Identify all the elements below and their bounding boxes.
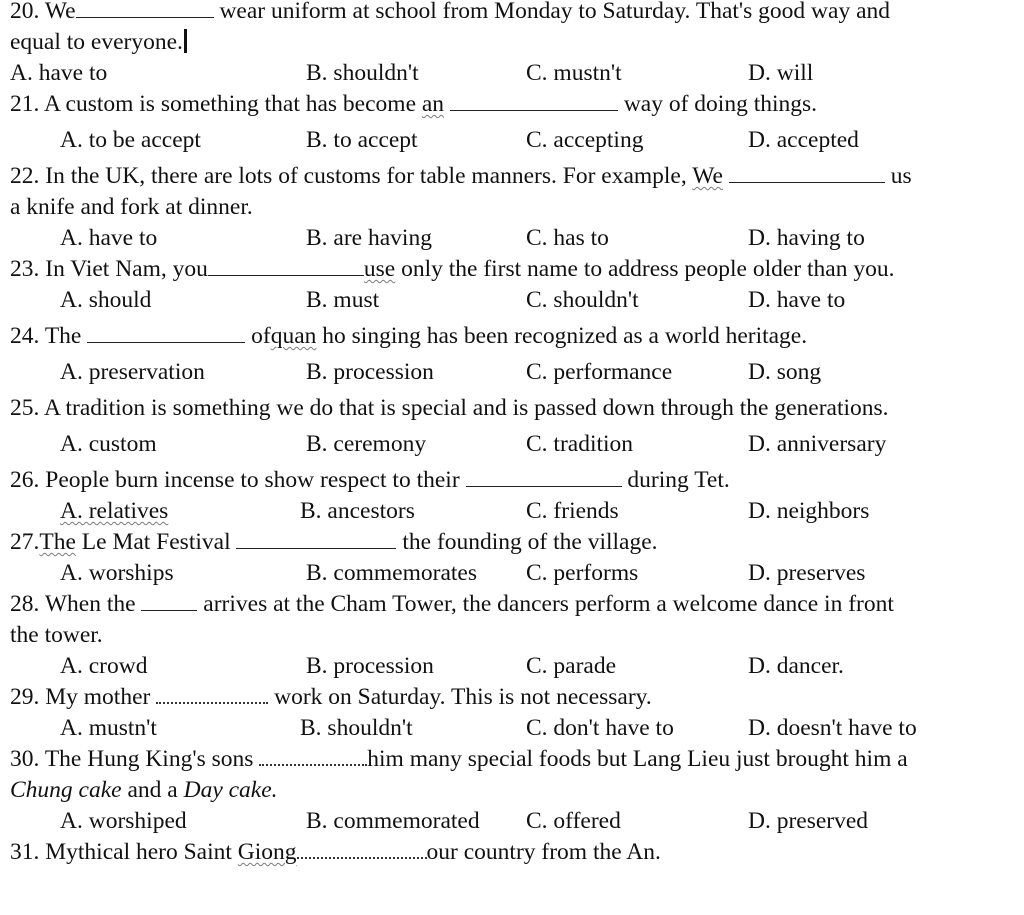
answer-blank[interactable] — [156, 682, 268, 704]
answer-blank[interactable] — [87, 322, 245, 343]
option-c[interactable]: C. accepting — [526, 127, 644, 153]
question-number: 25. — [10, 395, 40, 421]
option-d[interactable]: D. will — [748, 60, 814, 86]
question-number: 28. — [10, 591, 40, 617]
options-26 — [10, 496, 1024, 527]
question-text-start: In Viet Nam, you — [45, 256, 208, 282]
question-text-end: work on Saturday. This is not necessary. — [274, 684, 652, 710]
question-text-start: Mythical hero Saint — [45, 839, 232, 865]
option-d[interactable]: D. dancer. — [748, 653, 844, 679]
option-a[interactable]: A. relatives — [60, 498, 169, 524]
question-number: 22. — [10, 163, 40, 189]
question-text-start: People burn incense to show respect to their — [45, 467, 460, 493]
question-text-end: arrives at the Cham Tower, the dancers perform a welcome dance in front — [203, 591, 894, 617]
answer-blank[interactable] — [208, 255, 364, 276]
option-d[interactable]: D. accepted — [748, 127, 859, 153]
question-number: 20. — [10, 0, 40, 24]
question-number: 24. — [10, 323, 40, 349]
question-30 — [10, 744, 1024, 806]
question-text-continued: the tower. — [10, 622, 103, 648]
question-text-end: wear uniform at school from Monday to Saturday. That's good way and — [219, 0, 891, 24]
option-b[interactable]: B. ceremony — [306, 431, 427, 457]
question-text-continued: and a — [127, 777, 178, 803]
option-d[interactable]: D. having to — [748, 225, 865, 251]
question-text-end: the founding of the village. — [402, 529, 658, 555]
option-b[interactable]: B. ancestors — [300, 498, 415, 524]
options-27 — [10, 558, 1024, 589]
option-b[interactable]: B. shouldn't — [306, 60, 419, 86]
options-20 — [10, 58, 1024, 89]
option-d[interactable]: D. have to — [748, 287, 846, 313]
option-a[interactable]: A. worshiped — [60, 808, 187, 834]
options-21 — [10, 125, 1024, 156]
italic-term-2: Day cake. — [183, 777, 278, 803]
answer-blank[interactable] — [259, 744, 367, 766]
option-b[interactable]: B. are having — [306, 225, 432, 251]
answer-blank[interactable] — [236, 528, 396, 549]
question-number: 26. — [10, 467, 40, 493]
option-c[interactable]: C. shouldn't — [526, 287, 639, 313]
question-text-end: him many special foods but Lang Lieu just brought him a — [367, 746, 908, 772]
option-b[interactable]: B. procession — [306, 653, 434, 679]
question-text-mid: of — [251, 323, 271, 349]
question-27 — [10, 527, 1024, 558]
question-text-end: us — [890, 163, 912, 189]
option-b[interactable]: B. must — [306, 287, 380, 313]
question-text-continued: a knife and fork at dinner. — [10, 194, 253, 220]
option-b[interactable]: B. procession — [306, 359, 434, 385]
question-text-start: My mother — [45, 684, 151, 710]
option-c[interactable]: C. offered — [526, 808, 621, 834]
option-b[interactable]: B. shouldn't — [300, 715, 413, 741]
flagged-word: We — [692, 163, 723, 189]
option-b[interactable]: B. commemorates — [306, 560, 477, 586]
question-number: 29. — [10, 684, 40, 710]
option-a[interactable]: A. worships — [60, 560, 174, 586]
options-28 — [10, 651, 1024, 682]
question-text-end: way of doing things. — [623, 91, 818, 117]
answer-blank[interactable] — [297, 837, 427, 859]
flagged-word: quan — [270, 323, 317, 349]
options-25 — [10, 429, 1024, 460]
question-text-start: The Hung King's sons — [44, 746, 254, 772]
italic-term-1: Chung cake — [10, 777, 122, 803]
option-c[interactable]: C. don't have to — [526, 715, 674, 741]
option-d[interactable]: D. anniversary — [748, 431, 887, 457]
answer-blank[interactable] — [76, 0, 214, 18]
flagged-word: The — [39, 529, 76, 555]
option-b[interactable]: B. commemorated — [306, 808, 480, 834]
answer-blank[interactable] — [450, 90, 618, 111]
question-25 — [10, 393, 1024, 424]
answer-blank[interactable] — [466, 466, 622, 487]
question-text-start: In the UK, there are lots of customs for table manners. For example, — [45, 163, 687, 189]
option-d[interactable]: D. doesn't have to — [748, 715, 917, 741]
question-21 — [10, 89, 1024, 120]
options-23 — [10, 285, 1024, 316]
question-number: 27. — [10, 529, 40, 555]
option-c[interactable]: C. parade — [526, 653, 617, 679]
options-24 — [10, 357, 1024, 388]
question-number: 30. — [10, 746, 40, 772]
question-text-start: A custom is something that has become — [43, 91, 416, 117]
option-a[interactable]: A. have to — [10, 60, 108, 86]
question-text-end: only the first name to address people older than you. — [401, 256, 895, 282]
options-22 — [10, 223, 1024, 254]
option-d[interactable]: D. preserved — [748, 808, 869, 834]
question-22 — [10, 161, 1024, 223]
question-text-end: our country from the An. — [426, 839, 661, 865]
options-29 — [10, 713, 1024, 744]
question-text-start: We — [44, 0, 76, 24]
option-d[interactable]: D. preserves — [748, 560, 866, 586]
option-a[interactable]: A. to be accept — [60, 127, 201, 153]
option-a[interactable]: A. crowd — [60, 653, 148, 679]
option-a[interactable]: A. preservation — [60, 359, 205, 385]
question-text-start: Le Mat Festival — [81, 529, 231, 555]
option-c[interactable]: C. performs — [526, 560, 639, 586]
question-20 — [10, 0, 1024, 58]
question-number: 23. — [10, 256, 40, 282]
flagged-word: Giong — [237, 839, 297, 865]
option-c[interactable]: C. friends — [526, 498, 619, 524]
question-text-end: during Tet. — [627, 467, 730, 493]
option-b[interactable]: B. to accept — [306, 127, 418, 153]
question-31 — [10, 837, 1024, 868]
option-a[interactable]: A. should — [60, 287, 152, 313]
question-text-continued: equal to everyone. — [10, 29, 183, 55]
option-c[interactable]: C. mustn't — [526, 60, 622, 86]
option-c[interactable]: C. performance — [526, 359, 673, 385]
options-30 — [10, 806, 1024, 837]
question-text-start: When the — [44, 591, 136, 617]
question-text-end: ho singing has been recognized as a world heritage. — [322, 323, 808, 349]
text-cursor — [184, 29, 187, 53]
option-c[interactable]: C. has to — [526, 225, 609, 251]
flagged-word: use — [363, 256, 396, 282]
question-28 — [10, 589, 1024, 651]
worksheet — [10, 0, 1024, 868]
option-a[interactable]: A. custom — [60, 431, 157, 457]
question-29 — [10, 682, 1024, 713]
question-text: A tradition is something we do that is special and is passed down through the generations. — [43, 395, 889, 421]
flagged-word: an — [421, 91, 445, 117]
option-d[interactable]: D. neighbors — [748, 498, 870, 524]
option-c[interactable]: C. tradition — [526, 431, 634, 457]
option-a[interactable]: A. mustn't — [60, 715, 157, 741]
question-26 — [10, 465, 1024, 496]
answer-blank[interactable] — [729, 162, 885, 183]
answer-blank[interactable] — [141, 590, 197, 611]
question-number: 31. — [10, 839, 40, 865]
question-number: 21. — [10, 91, 40, 117]
question-23 — [10, 254, 1024, 285]
question-text-start: The — [44, 323, 82, 349]
option-a[interactable]: A. have to — [60, 225, 158, 251]
option-d[interactable]: D. song — [748, 359, 822, 385]
question-24 — [10, 321, 1024, 352]
